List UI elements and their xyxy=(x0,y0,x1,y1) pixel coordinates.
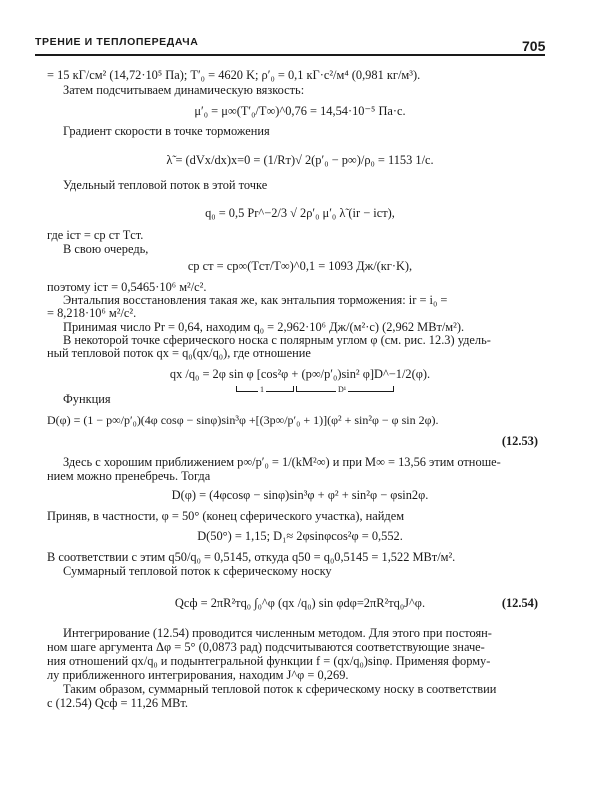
equation-number-12-53: (12.53) xyxy=(501,434,538,448)
text-line: В соответствии с этим q50/q₀ = 0,5145, откуда q50 = q₀0,5145 = 1,522 МВт/м². xyxy=(47,550,456,564)
header-rule xyxy=(35,54,545,56)
text-line: с (12.54) Qсф = 11,26 МВт. xyxy=(47,696,189,710)
equation-number-12-54: (12.54) xyxy=(501,596,538,610)
text-line: ния отношений qx/q₀ и подынтегральной функции f = (qx/q₀)sinφ. Применяя форму- xyxy=(47,654,491,668)
text-line: нием можно пренебречь. Тогда xyxy=(47,469,211,483)
equation-heat-flux: q₀ = 0,5 Pr^−2/3 √ 2ρ′₀ μ′₀ λ̃ (ir − iст), xyxy=(205,206,395,220)
text-line: Интегрирование (12.54) проводится численным методом. Для этого при постоян- xyxy=(63,626,492,640)
text-line: В свою очередь, xyxy=(63,242,149,256)
text-line: Принимая число Pr = 0,64, находим q₀ = 2,962·10⁶ Дж/(м²·с) (2,962 МВт/м²). xyxy=(63,320,465,334)
equation-flux-ratio: qx /q₀ = 2φ sin φ [cos²φ + (p∞/p′₀)sin² φ]D^−1/2(φ). xyxy=(169,367,431,381)
text-line: где iст = cp ст Tст. xyxy=(47,228,144,242)
equation-viscosity: μ′₀ = μ∞(T′₀/T∞)^0,76 = 14,54·10⁻⁵ Па·с. xyxy=(194,104,406,118)
text-line: Приняв, в частности, φ = 50° (конец сферического участка), найдем xyxy=(47,509,405,523)
text-line: Функция xyxy=(63,392,111,406)
text-line: = 8,218·10⁶ м²/с². xyxy=(47,306,137,320)
equation-d50: D(50°) = 1,15; D₁≈ 2φsinφcos²φ = 0,552. xyxy=(197,529,403,543)
equation-velocity-gradient: λ̃ = (dVx/dx)x=0 = (1/Rт)√ 2(p′₀ − p∞)/ρ₀ = 1153 1/с. xyxy=(166,153,434,167)
equation-specific-heat: cp ст = cp∞(Tст/T∞)^0,1 = 1093 Дж/(кг·K), xyxy=(187,259,413,273)
text-line: лу приближенного интегрирования, находим J^φ = 0,269. xyxy=(47,668,349,682)
equation-d-phi-simplified: D(φ) = (4φcosφ − sinφ)sin³φ + φ² + sin²φ − φsin2φ. xyxy=(171,488,429,502)
text-line: Здесь с хорошим приближением p∞/p′₀ = 1/(kM²∞) и при M∞ = 13,56 этим отноше- xyxy=(63,455,501,469)
page-number: 705 xyxy=(522,38,546,54)
underbrace-label-left: 1 xyxy=(260,385,264,394)
text-line: = 15 кГ/см² (14,72·10⁵ Па); T′₀ = 4620 K; ρ′₀ = 0,1 кГ·с²/м⁴ (0,981 кг/м³). xyxy=(47,68,421,82)
text-line: В некоторой точке сферического носка с полярным углом φ (см. рис. 12.3) удель- xyxy=(63,333,491,347)
text-line: Энтальпия восстановления такая же, как энтальпия торможения: ir = i₀ = xyxy=(63,293,448,307)
text-line: Суммарный тепловой поток к сферическому носку xyxy=(63,564,332,578)
text-line: ном шаге аргумента Δφ = 5° (0,0873 рад) подсчитываются соответствующие значе- xyxy=(47,640,485,654)
text-line: Удельный тепловой поток в этой точке xyxy=(63,178,268,192)
running-header-title: ТРЕНИЕ И ТЕПЛОПЕРЕДАЧА xyxy=(35,36,199,48)
equation-d-phi: D(φ) = (1 − p∞/p′₀)(4φ cosφ − sinφ)sin³φ +[(3p∞/p′₀ + 1)](φ² + sin²φ − φ sin 2φ). xyxy=(47,413,439,427)
text-line: Градиент скорости в точке торможения xyxy=(63,124,270,138)
equation-total-flux: Qсф = 2πR²тq₀ ∫₀^φ (qx /q₀) sin φdφ=2πR²тq₀J^φ. xyxy=(174,596,426,610)
text-line: Таким образом, суммарный тепловой поток к сферическому носку в соответствии xyxy=(63,682,497,696)
text-line: Затем подсчитываем динамическую вязкость: xyxy=(63,83,305,97)
underbrace-label-d1: D¹ xyxy=(338,385,347,394)
text-line: поэтому iст = 0,5465·10⁶ м²/с². xyxy=(47,280,207,294)
text-line: ный тепловой поток qx = q₀(qx/q₀), где отношение xyxy=(47,346,311,360)
